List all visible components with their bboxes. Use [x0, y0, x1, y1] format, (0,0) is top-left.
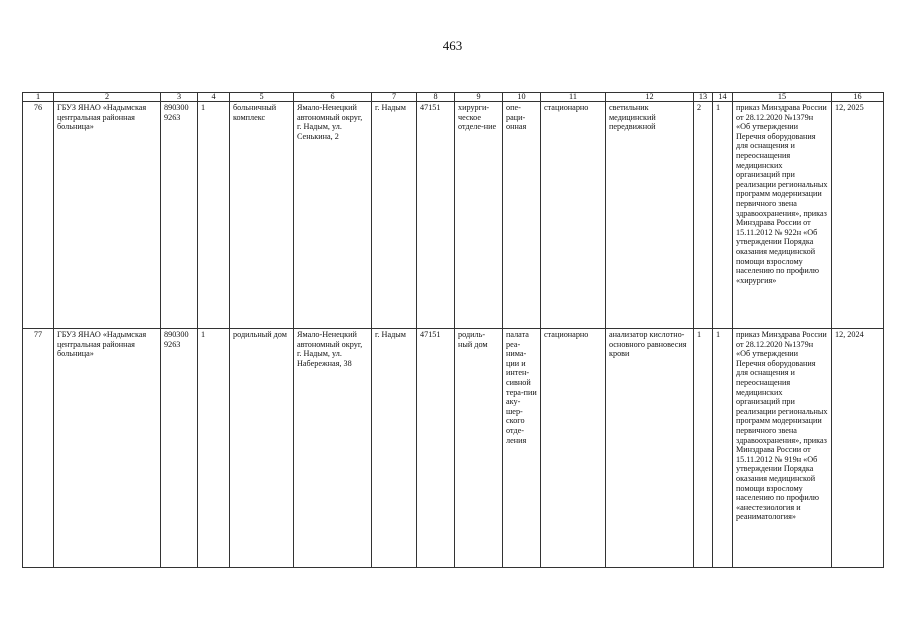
column-number: 3 — [161, 93, 198, 102]
department-cell: родиль-ный дом — [455, 329, 503, 568]
room-cell: палата реа-нима-ции и интен-сивной тера-пии аку-шер-ского отде-ления — [503, 329, 541, 568]
cell-4: 1 — [198, 102, 230, 329]
equipment-table — [22, 92, 884, 568]
column-number: 8 — [417, 93, 455, 102]
column-number: 2 — [54, 93, 161, 102]
care-mode-cell: стационарно — [541, 329, 606, 568]
cell-4: 1 — [198, 329, 230, 568]
column-number: 7 — [372, 93, 417, 102]
column-number: 16 — [832, 93, 884, 102]
table-row — [23, 102, 884, 329]
legal-basis-cell: приказ Минздрава России от 28.12.2020 №1379н «Об утверждении Перечня оборудования для оснащения и переоснащения медицинских организаций при реализации региональных программ модернизации первичного звена здравоохранения», приказ Минздрава России от 15.11.2012 № 922н «Об утверждении Порядка оказания медицинской помощи взрослому населению по профилю «хирургия» — [733, 102, 832, 329]
care-mode-cell: стационарно — [541, 102, 606, 329]
column-number-row — [23, 93, 884, 102]
column-number: 14 — [713, 93, 733, 102]
column-number: 6 — [294, 93, 372, 102]
legal-basis-cell: приказ Минздрава России от 28.12.2020 №1379н «Об утверждении Перечня оборудования для оснащения и переоснащения медицинских организаций при реализации региональных программ модернизации первичного звена здравоохранения», приказ Минздрава России от 15.11.2012 № 919н «Об утверждении Порядка оказания медицинской помощи взрослому населению по профилю «анестезиология и реаниматология» — [733, 329, 832, 568]
address-cell: Ямало-Ненецкий автономный округ, г. Надым, ул. Сенькина, 2 — [294, 102, 372, 329]
date-cell: 12, 2025 — [832, 102, 884, 329]
column-number: 13 — [694, 93, 713, 102]
city-cell: г. Надым — [372, 102, 417, 329]
row-number: 77 — [23, 329, 54, 568]
facility-type: больничный комплекс — [230, 102, 294, 329]
cell-14: 1 — [713, 329, 733, 568]
equipment-name: светильник медицинский передвижной — [606, 102, 694, 329]
table-row — [23, 329, 884, 568]
column-number: 5 — [230, 93, 294, 102]
column-number: 11 — [541, 93, 606, 102]
column-number: 15 — [733, 93, 832, 102]
organization-name: ГБУЗ ЯНАО «Надымская центральная районная больница» — [54, 102, 161, 329]
page-number: 463 — [442, 38, 463, 53]
column-number: 10 — [503, 93, 541, 102]
column-number: 9 — [455, 93, 503, 102]
code-cell: 47151 — [417, 102, 455, 329]
date-cell: 12, 2024 — [832, 329, 884, 568]
organization-name: ГБУЗ ЯНАО «Надымская центральная районная больница» — [54, 329, 161, 568]
inn-cell: 890300 9263 — [161, 102, 198, 329]
quantity-cell: 2 — [694, 102, 713, 329]
column-number: 1 — [23, 93, 54, 102]
inn-cell: 890300 9263 — [161, 329, 198, 568]
city-cell: г. Надым — [372, 329, 417, 568]
room-cell: опе-раци-онная — [503, 102, 541, 329]
column-number: 12 — [606, 93, 694, 102]
column-number: 4 — [198, 93, 230, 102]
address-cell: Ямало-Ненецкий автономный округ, г. Надым, ул. Набережная, 38 — [294, 329, 372, 568]
equipment-name: анализатор кислотно-основного равновесия крови — [606, 329, 694, 568]
row-number: 76 — [23, 102, 54, 329]
facility-type: родильный дом — [230, 329, 294, 568]
quantity-cell: 1 — [694, 329, 713, 568]
code-cell: 47151 — [417, 329, 455, 568]
department-cell: хирурги-ческое отделе-ние — [455, 102, 503, 329]
cell-14: 1 — [713, 102, 733, 329]
